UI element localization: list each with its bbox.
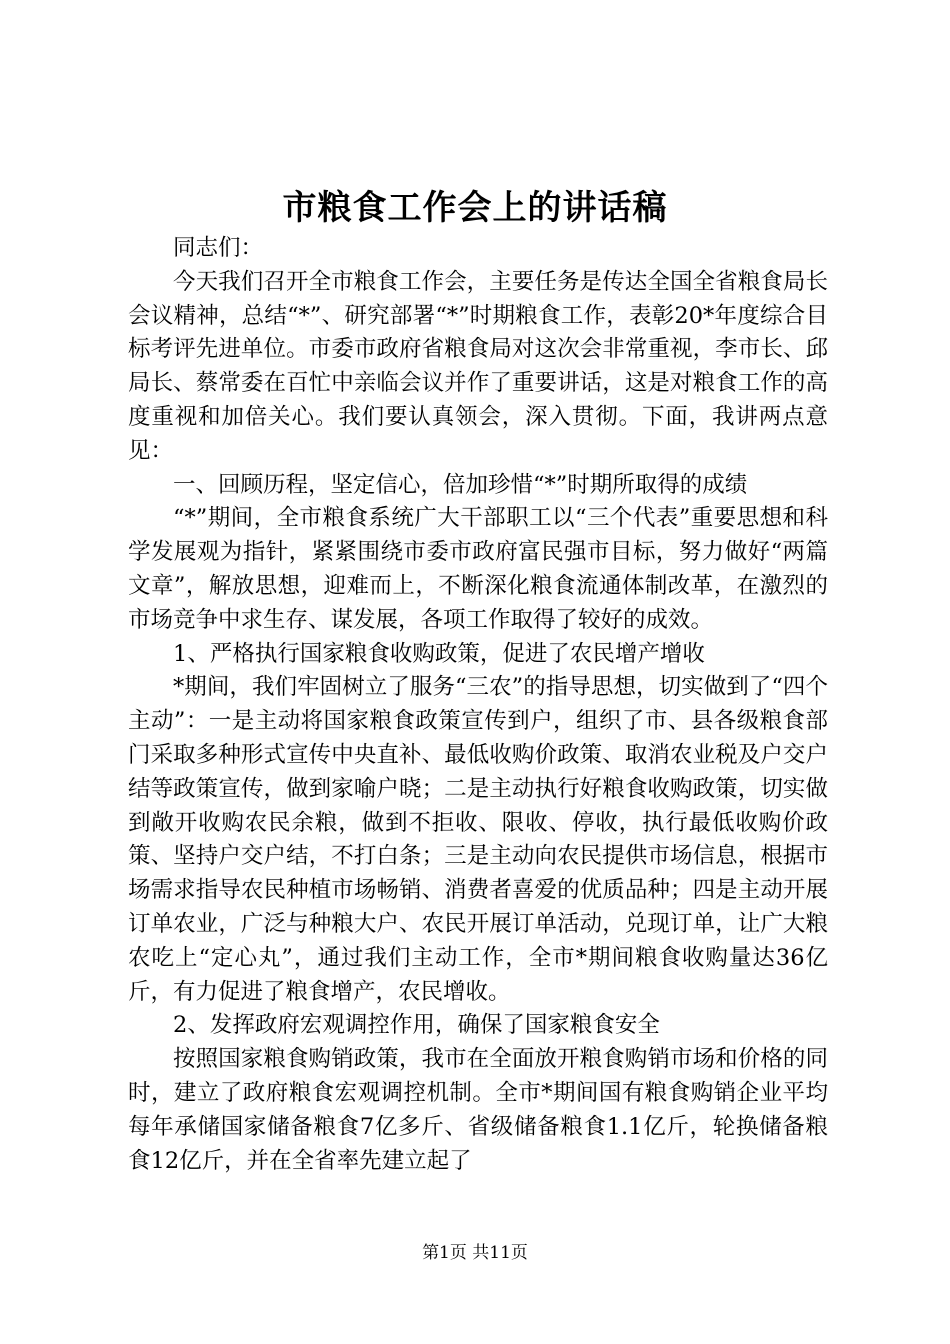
- paragraph-intro: 今天我们召开全市粮食工作会，主要任务是传达全国全省粮食局长会议精神，总结“*”、研究部署“*”时期粮食工作，表彰20*年度综合目标考评先进单位。市委市政府省粮食局对这次会非常重视，李市长、邱局长、蔡常委在百忙中亲临会议并作了重要讲话，这是对粮食工作的高度重视和加倍关心。我们要认真领会，深入贯彻。下面，我讲两点意见：: [128, 268, 828, 464]
- document-body: [128, 232, 828, 1178]
- section-heading-1: 一、回顾历程，坚定信心，倍加珍惜“*”时期所取得的成绩: [173, 471, 748, 498]
- paragraph-subsection-1: *期间，我们牢固树立了服务“三农”的指导思想，切实做到了“四个主动”：一是主动将国家粮食政策宣传到户，组织了市、县各级粮食部门采取多种形式宣传中央直补、最低收购价政策、取消农业税及户交户结等政策宣传，做到家喻户晓；二是主动执行好粮食收购政策，切实做到敞开收购农民余粮，做到不拒收、限收、停收，执行最低收购价政策、坚持户交户结，不打白条；三是主动向农民提供市场信息，根据市场需求指导农民种植市场畅销、消费者喜爱的优质品种；四是主动开展订单农业，广泛与种粮大户、农民开展订单活动，兑现订单，让广大粮农吃上“定心丸”，通过我们主动工作，全市*期间粮食收购量达36亿斤，有力促进了粮食增产，农民增收。: [128, 674, 828, 1005]
- page-number-footer: 第1页 共11页: [422, 1243, 528, 1263]
- subheading-2: 2、发挥政府宏观调控作用，确保了国家粮食安全: [173, 1012, 660, 1039]
- paragraph-subsection-2: 按照国家粮食购销政策，我市在全面放开粮食购销市场和价格的同时，建立了政府粮食宏观调控机制。全市*期间国有粮食购销企业平均每年承储国家储备粮食7亿多斤、省级储备粮食1.1亿斤，轮换储备粮食12亿斤，并在全省率先建立起了: [128, 1046, 828, 1174]
- subheading-1: 1、严格执行国家粮食收购政策，促进了农民增产增收: [173, 640, 705, 667]
- document-title: 市粮食工作会上的讲话稿: [282, 188, 668, 228]
- paragraph-section-1: “*”期间，全市粮食系统广大干部职工以“三个代表”重要思想和科学发展观为指针，紧紧围绕市委市政府富民强市目标，努力做好“两篇文章”，解放思想，迎难而上，不断深化粮食流通体制改革，在激烈的市场竞争中求生存、谋发展，各项工作取得了较好的成效。: [128, 505, 828, 633]
- paragraph-salutation: 同志们：: [173, 235, 264, 261]
